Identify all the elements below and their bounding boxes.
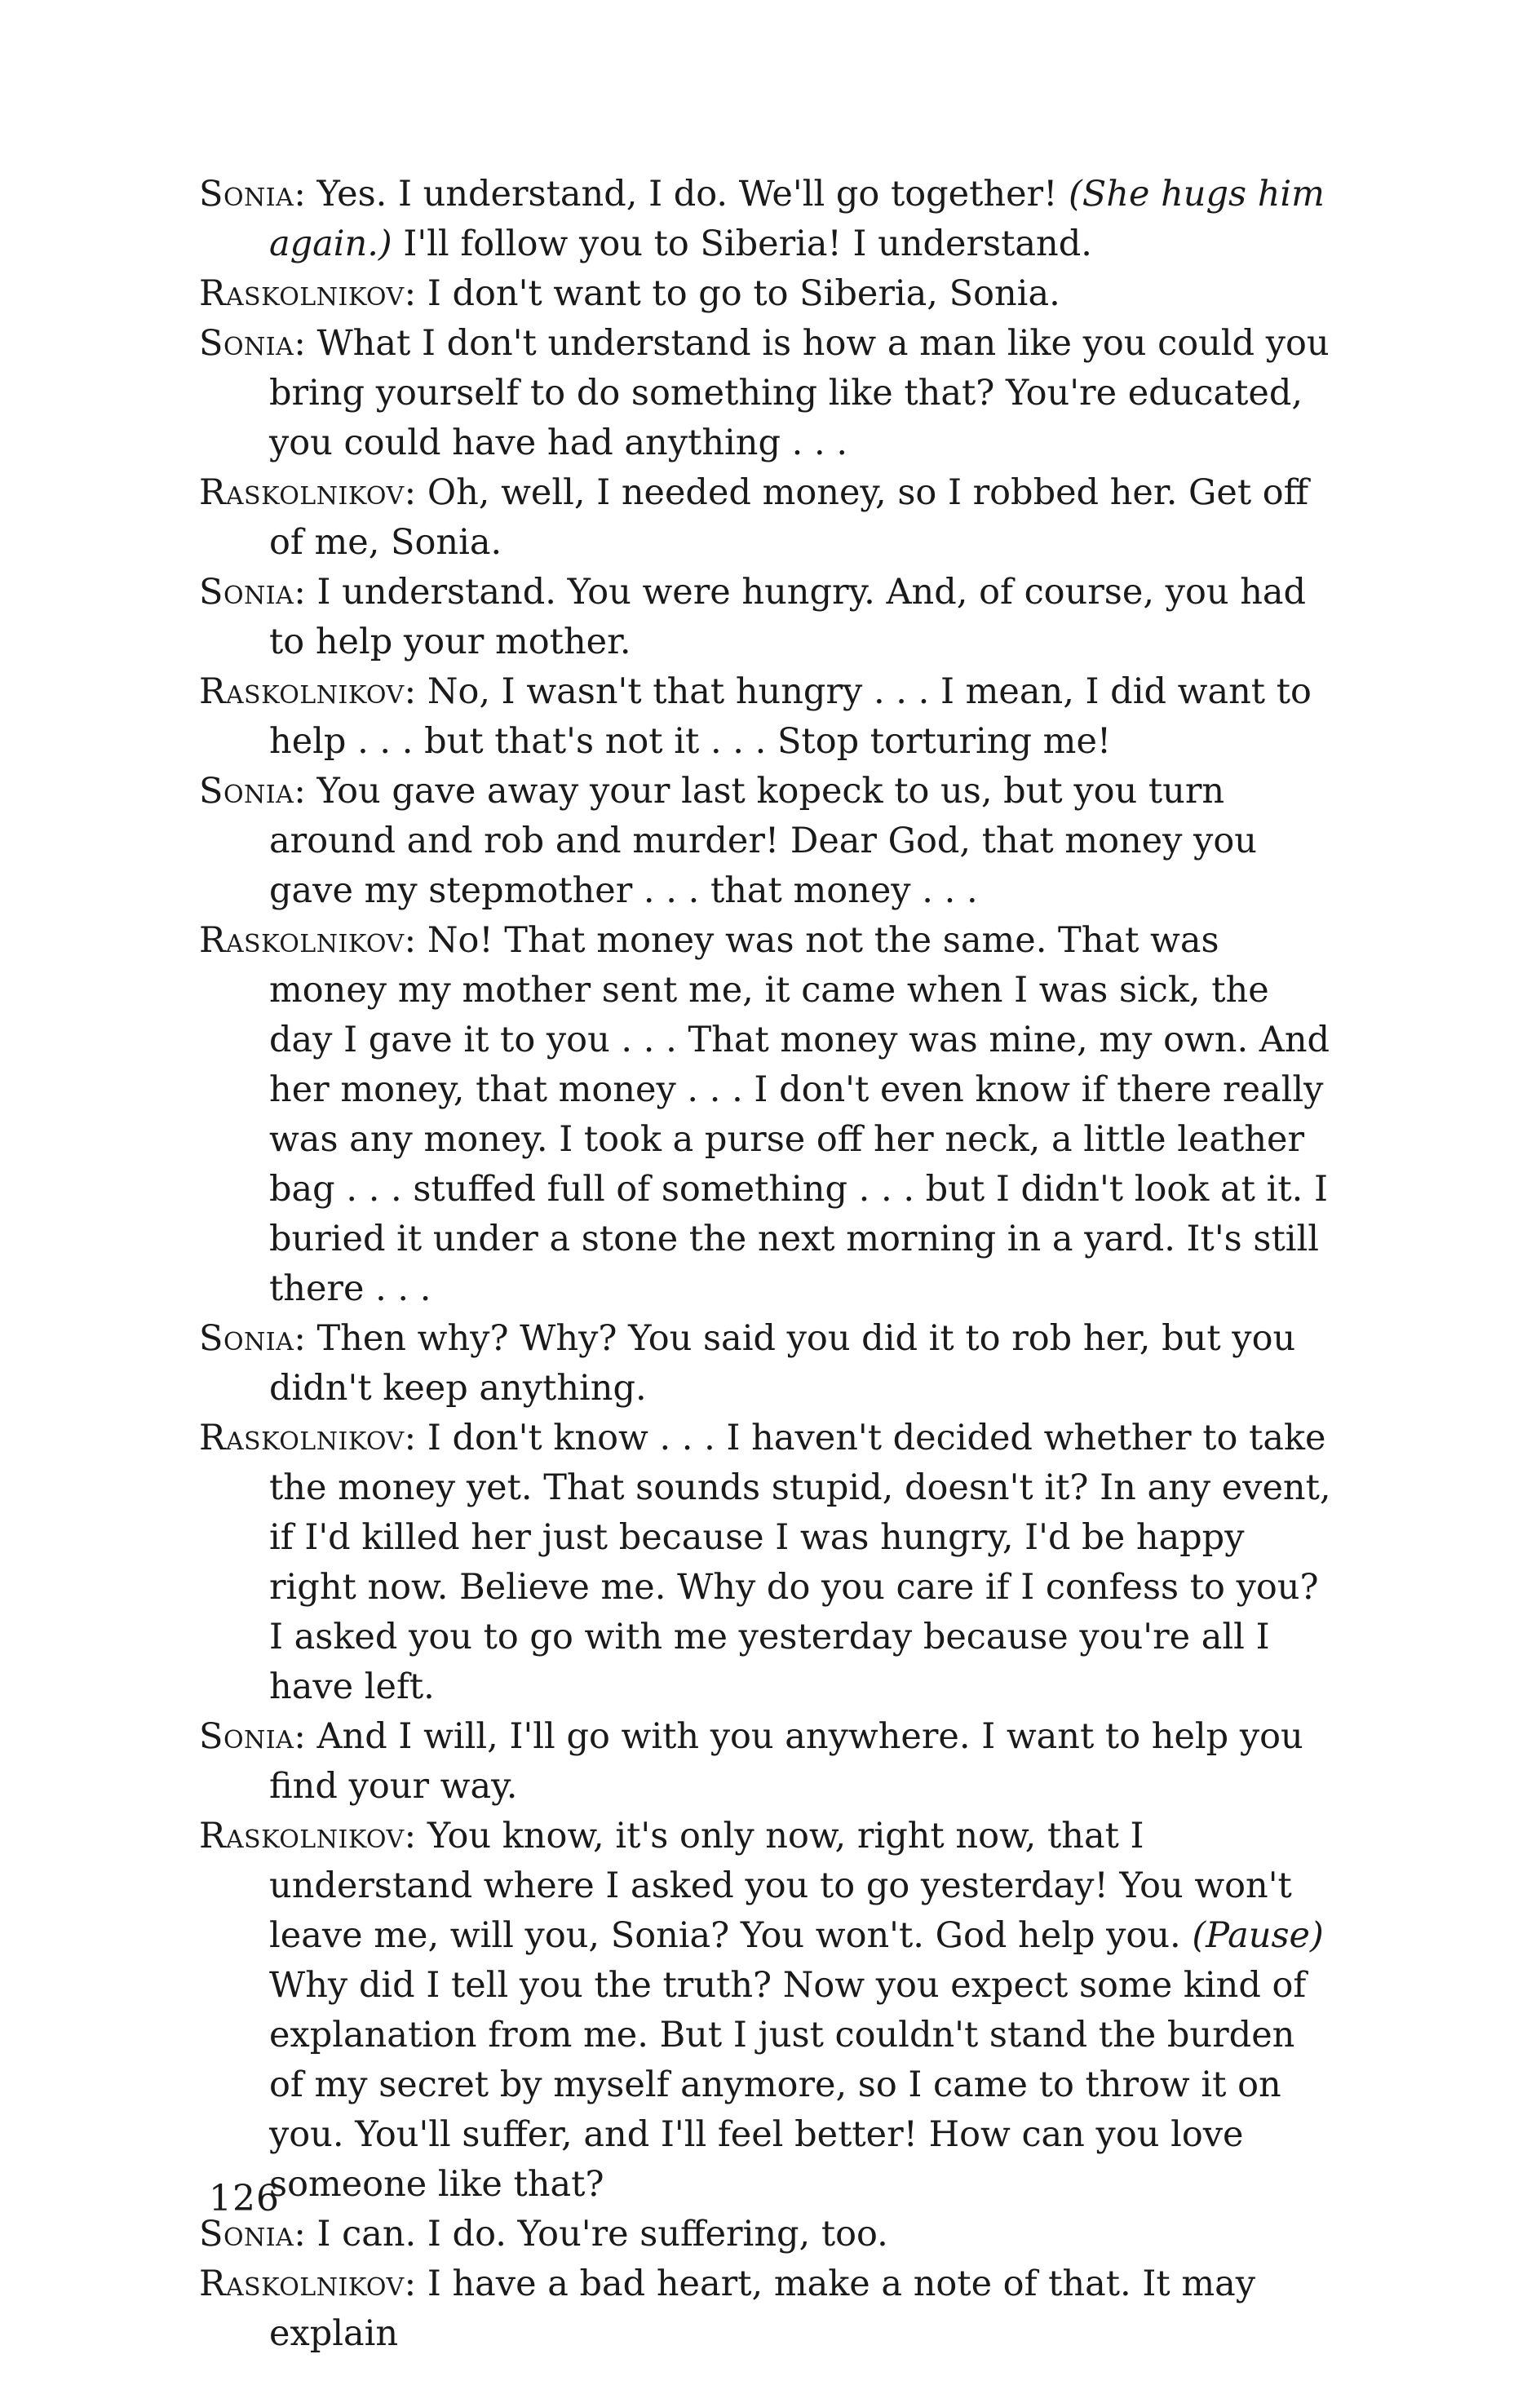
dialogue-block bbox=[199, 170, 1337, 2359]
dialogue-line bbox=[199, 667, 1337, 767]
stage-direction: (Pause) bbox=[1192, 1915, 1324, 1956]
dialogue-line bbox=[199, 170, 1337, 269]
dialogue-line bbox=[199, 916, 1337, 1314]
speech-text: Yes. I understand, I do. We'll go together! bbox=[316, 174, 1069, 215]
dialogue-line bbox=[199, 1812, 1337, 2210]
speech-text: You know, it's only now, right now, that I understand where I asked you to go yesterday! You won't leave me, will you, Sonia? You won't. God help you. bbox=[269, 1816, 1292, 1956]
speaker-colon: : bbox=[404, 1418, 427, 1458]
speaker-colon: : bbox=[294, 1318, 317, 1359]
dialogue-line bbox=[199, 319, 1337, 468]
page-number: 126 bbox=[209, 2178, 280, 2219]
speech-text: No, I wasn't that hungry . . . I mean, I did want to help . . . but that's not it . . . Stop torturing me! bbox=[269, 671, 1312, 762]
speaker-name: Raskolnikov bbox=[199, 273, 405, 314]
dialogue-line bbox=[199, 568, 1337, 667]
speaker-colon: : bbox=[404, 671, 427, 712]
speaker-name: Raskolnikov bbox=[199, 920, 405, 961]
speaker-colon: : bbox=[404, 273, 427, 314]
speaker-name: Raskolnikov bbox=[199, 472, 405, 513]
speaker-colon: : bbox=[294, 572, 317, 613]
speaker-colon: : bbox=[294, 771, 317, 812]
speech-text: I have a bad heart, make a note of that. It may explain bbox=[269, 2263, 1256, 2354]
speech-text: Oh, well, I needed money, so I robbed her. Get off of me, Sonia. bbox=[269, 472, 1309, 563]
dialogue-line bbox=[199, 2259, 1337, 2359]
dialogue-line bbox=[199, 269, 1337, 319]
speaker-name: Sonia bbox=[199, 1716, 294, 1757]
dialogue-line bbox=[199, 767, 1337, 916]
speaker-colon: : bbox=[404, 1816, 427, 1856]
speech-text: What I don't understand is how a man like you could you bring yourself to do something like that? You're educated, you could have had anything . . . bbox=[269, 323, 1330, 463]
dialogue-line bbox=[199, 1712, 1337, 1812]
speaker-colon: : bbox=[294, 323, 317, 364]
speech-text: I don't want to go to Siberia, Sonia. bbox=[427, 273, 1060, 314]
speech-text: I can. I do. You're suffering, too. bbox=[316, 2214, 888, 2255]
speaker-colon: : bbox=[294, 1716, 317, 1757]
speech-text: You gave away your last kopeck to us, but you turn around and rob and murder! Dear God, that money you gave my stepmother . . . that money . . . bbox=[269, 771, 1257, 911]
dialogue-line bbox=[199, 1314, 1337, 1414]
speech-text: And I will, I'll go with you anywhere. I want to help you find your way. bbox=[269, 1716, 1303, 1807]
speech-text: I understand. You were hungry. And, of course, you had to help your mother. bbox=[269, 572, 1307, 662]
speaker-name: Sonia bbox=[199, 2214, 294, 2255]
speech-text: Then why? Why? You said you did it to rob her, but you didn't keep anything. bbox=[269, 1318, 1296, 1409]
dialogue-line bbox=[199, 2210, 1337, 2259]
speaker-colon: : bbox=[404, 472, 427, 513]
speaker-name: Raskolnikov bbox=[199, 1418, 405, 1458]
speech-text: I don't know . . . I haven't decided whether to take the money yet. That sounds stupid, doesn't it? In any event, if I'd killed her just because I was hungry, I'd be happy right now. Believe me. Why do you care if I confess to you? I asked you to go with me yesterday because you're all I have left. bbox=[269, 1418, 1331, 1707]
dialogue-line bbox=[199, 1414, 1337, 1712]
speaker-colon: : bbox=[404, 2263, 427, 2304]
speaker-colon: : bbox=[404, 920, 427, 961]
speaker-name: Sonia bbox=[199, 1318, 294, 1359]
stage-direction: (She hugs him again.) bbox=[269, 174, 1325, 264]
speaker-name: Sonia bbox=[199, 174, 294, 215]
speaker-name: Raskolnikov bbox=[199, 671, 405, 712]
speech-text: No! That money was not the same. That was money my mother sent me, it came when I was sick, the day I gave it to you . . . That money was mine, my own. And her money, that money . . . I don't even know if there really was any money. I took a purse off her neck, a little leather bag . . . stuffed full of something . . . but I didn't look at it. I buried it under a stone the next morning in a yard. It's still there . . . bbox=[269, 920, 1330, 1309]
speaker-name: Sonia bbox=[199, 771, 294, 812]
speaker-colon: : bbox=[294, 174, 317, 215]
speaker-name: Sonia bbox=[199, 323, 294, 364]
speaker-name: Raskolnikov bbox=[199, 2263, 405, 2304]
speech-text: Why did I tell you the truth? Now you expect some kind of explanation from me. But I just couldn't stand the burden of my secret by myself anymore, so I came to throw it on you. You'll suffer, and I'll feel better! How can you love someone like that? bbox=[269, 1965, 1307, 2205]
speaker-name: Raskolnikov bbox=[199, 1816, 405, 1856]
speaker-colon: : bbox=[294, 2214, 317, 2255]
speech-text: I'll follow you to Siberia! I understand. bbox=[392, 223, 1092, 264]
speaker-name: Sonia bbox=[199, 572, 294, 613]
dialogue-line bbox=[199, 468, 1337, 568]
